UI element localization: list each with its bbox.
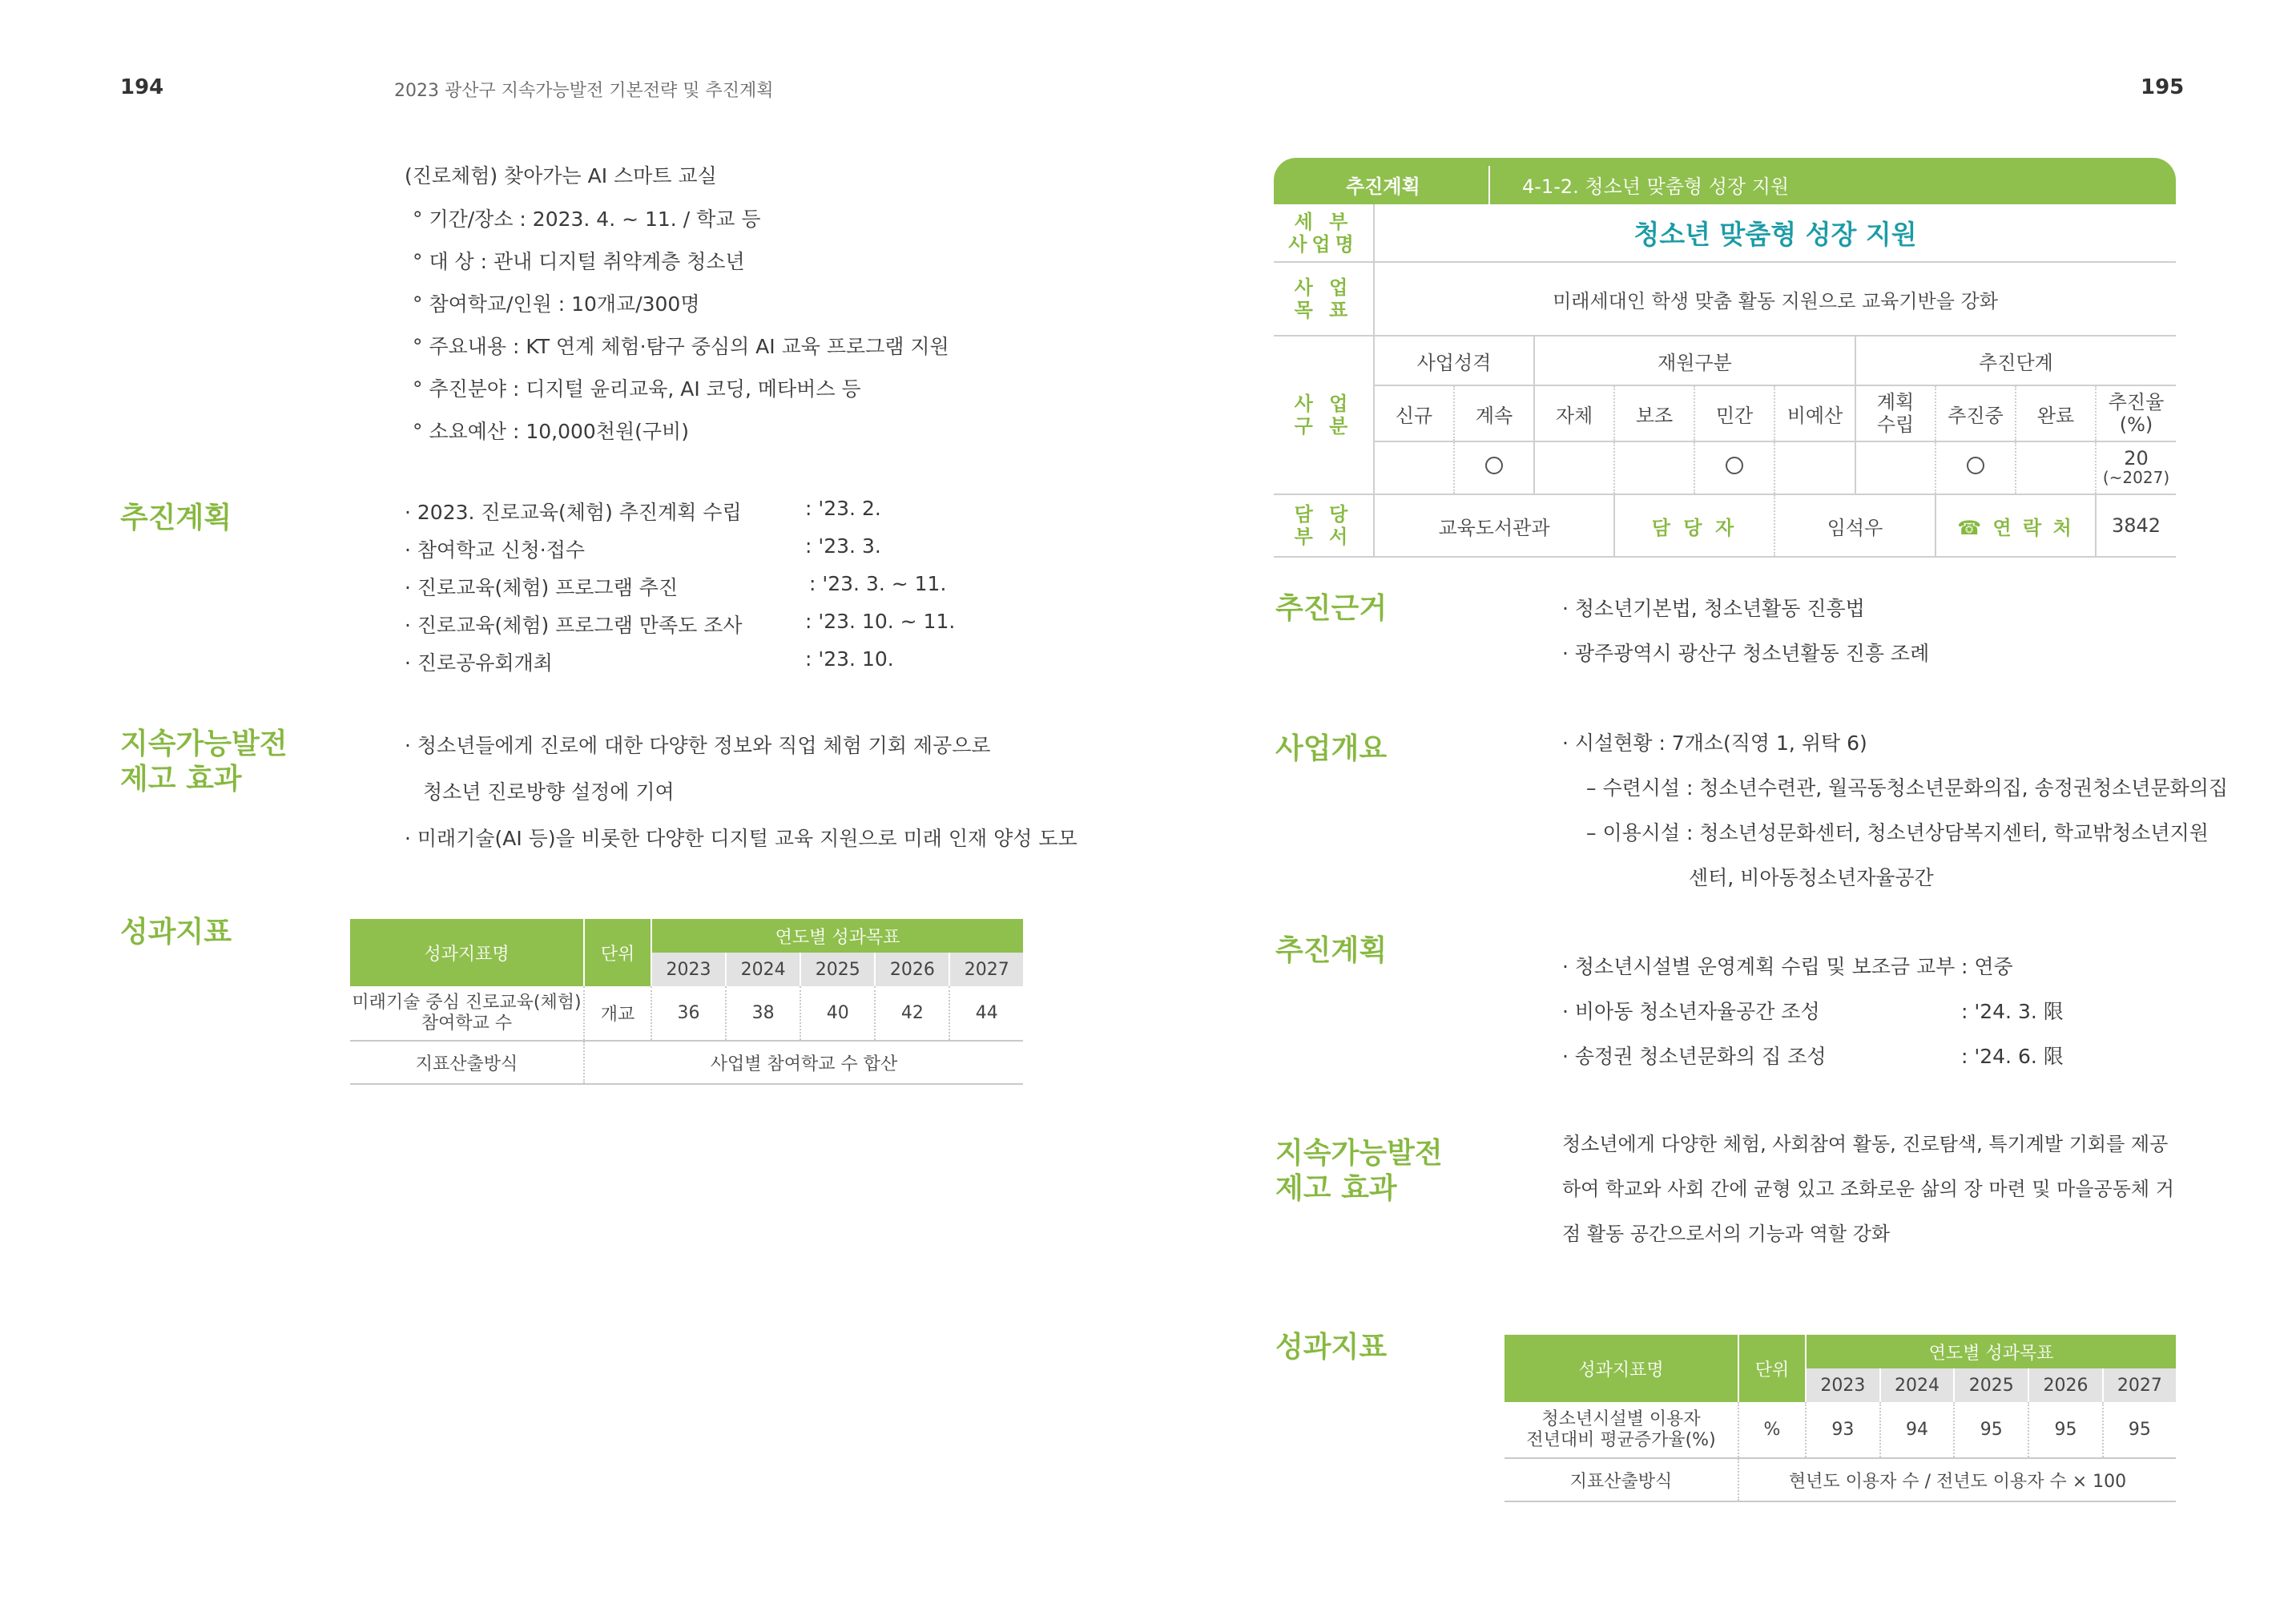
col-header-unit: 단위 bbox=[1738, 1335, 1806, 1402]
col-header-unit: 단위 bbox=[584, 919, 651, 986]
detail-item: ° 대 상 : 관내 디지털 취약계층 청소년 bbox=[413, 250, 745, 273]
indicator-table-right bbox=[1504, 1335, 2176, 1502]
basis-line: · 광주광역시 광산구 청소년활동 진흥 조례 bbox=[1562, 642, 1930, 665]
overview-line: · 시설현황 : 7개소(직영 1, 위탁 6) bbox=[1562, 731, 1867, 755]
indicator-unit: 개교 bbox=[584, 986, 651, 1041]
section-heading-effect: 지속가능발전 제고 효과 bbox=[1275, 1137, 1443, 1205]
plan-tab-divider bbox=[1488, 166, 1490, 204]
cell-nonbudget bbox=[1774, 441, 1855, 494]
indicator-value: 44 bbox=[949, 986, 1023, 1041]
effect-line: · 청소년들에게 진로에 대한 다양한 정보와 직업 체험 기회 제공으로 bbox=[405, 734, 991, 757]
cell-plan bbox=[1855, 441, 1935, 494]
circle-mark bbox=[1726, 457, 1743, 474]
plan-item-date: : '23. 10. ~ 11. bbox=[805, 610, 956, 633]
plan-tab-title: 4-1-2. 청소년 맞춤형 성장 지원 bbox=[1522, 175, 1790, 198]
plan-item-date: : 연중 bbox=[1961, 955, 2013, 978]
label-goal: 사 업 목 표 bbox=[1274, 262, 1374, 336]
col-self: 자체 bbox=[1534, 385, 1614, 441]
effect-line: 청소년에게 다양한 체험, 사회참여 활동, 진로탐색, 특기계발 기회를 제공 bbox=[1562, 1133, 2169, 1155]
year-header: 2026 bbox=[875, 953, 949, 986]
sub-project-name: 청소년 맞춤형 성장 지원 bbox=[1374, 204, 2176, 262]
cell-rate: 20 (~2027) bbox=[2096, 441, 2176, 494]
plan-item: · 진로공유회개최 bbox=[405, 651, 553, 675]
circle-mark bbox=[1485, 457, 1503, 474]
indicator-value: 95 bbox=[2103, 1402, 2176, 1458]
effect-line: 점 활동 공간으로서의 기능과 역할 강화 bbox=[1562, 1223, 1891, 1245]
label-contact: ☎ 연 락 처 bbox=[1935, 494, 2096, 557]
program-title: (진로체험) 찾아가는 AI 스마트 교실 bbox=[405, 164, 717, 187]
plan-item-date: : '24. 6. 限 bbox=[1961, 1045, 2064, 1068]
plan-item-date: : '23. 3. bbox=[805, 534, 881, 558]
col-plan: 계획 수립 bbox=[1855, 385, 1935, 441]
indicator-value: 42 bbox=[875, 986, 949, 1041]
year-header: 2025 bbox=[800, 953, 875, 986]
section-heading-indicator: 성과지표 bbox=[1275, 1331, 1388, 1364]
overview-line: – 이용시설 : 청소년성문화센터, 청소년상담복지센터, 학교밖청소년지원 bbox=[1586, 821, 2209, 844]
running-head: 2023 광산구 지속가능발전 기본전략 및 추진계획 bbox=[394, 81, 774, 101]
overview-line: 센터, 비아동청소년자율공간 bbox=[1689, 866, 1934, 889]
plan-tab-header bbox=[1274, 158, 2176, 204]
col-subsidy: 보조 bbox=[1614, 385, 1694, 441]
plan-item-date: : '23. 10. bbox=[805, 647, 894, 671]
page-number-left: 194 bbox=[120, 75, 164, 99]
detail-item: ° 소요예산 : 10,000천원(구비) bbox=[413, 420, 689, 443]
col-private: 민간 bbox=[1694, 385, 1774, 441]
indicator-name: 청소년시설별 이용자 전년대비 평균증가율(%) bbox=[1504, 1402, 1738, 1458]
indicator-value: 95 bbox=[2028, 1402, 2103, 1458]
year-header: 2025 bbox=[1954, 1368, 2028, 1402]
year-header: 2024 bbox=[1880, 1368, 1955, 1402]
method-label: 지표산출방식 bbox=[350, 1041, 584, 1084]
cell-private bbox=[1694, 441, 1774, 494]
section-heading-overview: 사업개요 bbox=[1275, 732, 1388, 765]
year-header: 2027 bbox=[949, 953, 1023, 986]
cell-new bbox=[1374, 441, 1454, 494]
overview-line: – 수련시설 : 청소년수련관, 월곡동청소년문화의집, 송정권청소년문화의집 bbox=[1586, 776, 2229, 800]
year-header: 2024 bbox=[726, 953, 800, 986]
indicator-table-left bbox=[350, 919, 1023, 1085]
year-header: 2026 bbox=[2028, 1368, 2103, 1402]
cell-continue bbox=[1454, 441, 1534, 494]
effect-line: 청소년 진로방향 설정에 기여 bbox=[423, 780, 675, 804]
col-progress: 추진중 bbox=[1935, 385, 2016, 441]
indicator-value: 40 bbox=[800, 986, 875, 1041]
indicator-value: 38 bbox=[726, 986, 800, 1041]
cell-subsidy bbox=[1614, 441, 1694, 494]
year-header: 2027 bbox=[2103, 1368, 2176, 1402]
col-nonbudget: 비예산 bbox=[1774, 385, 1855, 441]
section-heading-indicator: 성과지표 bbox=[120, 916, 232, 949]
col-continue: 계속 bbox=[1454, 385, 1534, 441]
section-heading-effect: 지속가능발전 제고 효과 bbox=[120, 727, 288, 796]
label-person: 담 당 자 bbox=[1614, 494, 1774, 557]
basis-line: · 청소년기본법, 청소년활동 진흥법 bbox=[1562, 597, 1865, 620]
cell-self bbox=[1534, 441, 1614, 494]
col-header-name: 성과지표명 bbox=[350, 919, 584, 986]
col-new: 신규 bbox=[1374, 385, 1454, 441]
col-header-targets: 연도별 성과목표 bbox=[651, 919, 1023, 953]
plan-item-date: : '23. 3. ~ 11. bbox=[809, 572, 947, 595]
goal-text: 미래세대인 학생 맞춤 활동 지원으로 교육기반을 강화 bbox=[1374, 262, 2176, 336]
plan-item: · 진로교육(체험) 프로그램 추진 bbox=[405, 576, 679, 599]
indicator-value: 36 bbox=[651, 986, 726, 1041]
detail-item: ° 추진분야 : 디지털 윤리교육, AI 코딩, 메타버스 등 bbox=[413, 377, 861, 401]
group-nature: 사업성격 bbox=[1374, 336, 1534, 385]
col-rate: 추진율 (%) bbox=[2096, 385, 2176, 441]
label-sub-project: 세 부 사업명 bbox=[1274, 204, 1374, 262]
col-header-name: 성과지표명 bbox=[1504, 1335, 1738, 1402]
plan-item: · 청소년시설별 운영계획 수립 및 보조금 교부 bbox=[1562, 955, 1956, 978]
method-value: 현년도 이용자 수 / 전년도 이용자 수 × 100 bbox=[1738, 1458, 2176, 1501]
method-label: 지표산출방식 bbox=[1504, 1458, 1738, 1501]
contact-value: 3842 bbox=[2096, 494, 2176, 557]
section-heading-plan: 추진계획 bbox=[120, 502, 232, 534]
section-heading-basis: 추진근거 bbox=[1275, 592, 1388, 625]
indicator-value: 95 bbox=[1954, 1402, 2028, 1458]
detail-item: ° 기간/장소 : 2023. 4. ~ 11. / 학교 등 bbox=[413, 208, 761, 231]
plan-item: · 진로교육(체험) 프로그램 만족도 조사 bbox=[405, 614, 743, 637]
plan-item: · 2023. 진로교육(체험) 추진계획 수립 bbox=[405, 501, 742, 524]
group-funding: 재원구분 bbox=[1534, 336, 1855, 385]
indicator-name: 미래기술 중심 진로교육(체험) 참여학교 수 bbox=[350, 986, 584, 1041]
indicator-value: 93 bbox=[1806, 1402, 1880, 1458]
indicator-unit: % bbox=[1738, 1402, 1806, 1458]
plan-item-date: : '24. 3. 限 bbox=[1961, 1000, 2064, 1023]
plan-tab-label: 추진계획 bbox=[1346, 175, 1420, 198]
plan-item: · 참여학교 신청·접수 bbox=[405, 538, 585, 562]
label-classification: 사 업 구 분 bbox=[1274, 336, 1374, 494]
section-heading-plan: 추진계획 bbox=[1275, 934, 1388, 967]
plan-item: · 비아동 청소년자율공간 조성 bbox=[1562, 1000, 1820, 1023]
indicator-value: 94 bbox=[1880, 1402, 1955, 1458]
effect-line: 하여 학교와 사회 간에 균형 있고 조화로운 삶의 장 마련 및 마을공동체 거 bbox=[1562, 1178, 2174, 1200]
detail-item: ° 주요내용 : KT 연계 체험·탐구 중심의 AI 교육 프로그램 지원 bbox=[413, 335, 949, 358]
plan-summary-table bbox=[1274, 204, 2176, 558]
effect-line: · 미래기술(AI 등)을 비롯한 다양한 디지털 교육 지원으로 미래 인재 양성 도모 bbox=[405, 827, 1078, 850]
plan-item-date: : '23. 2. bbox=[805, 497, 881, 520]
col-done: 완료 bbox=[2016, 385, 2096, 441]
detail-item: ° 참여학교/인원 : 10개교/300명 bbox=[413, 292, 700, 316]
cell-done bbox=[2016, 441, 2096, 494]
year-header: 2023 bbox=[1806, 1368, 1880, 1402]
col-header-targets: 연도별 성과목표 bbox=[1806, 1335, 2176, 1368]
label-department: 담 당 부 서 bbox=[1274, 494, 1374, 557]
plan-item: · 송정권 청소년문화의 집 조성 bbox=[1562, 1045, 1827, 1068]
group-stage: 추진단계 bbox=[1855, 336, 2176, 385]
page-number-right: 195 bbox=[2141, 75, 2185, 99]
method-value: 사업별 참여학교 수 합산 bbox=[584, 1041, 1023, 1084]
cell-progress bbox=[1935, 441, 2016, 494]
person-name: 임석우 bbox=[1774, 494, 1935, 557]
department-name: 교육도서관과 bbox=[1374, 494, 1614, 557]
circle-mark bbox=[1967, 457, 1984, 474]
year-header: 2023 bbox=[651, 953, 726, 986]
